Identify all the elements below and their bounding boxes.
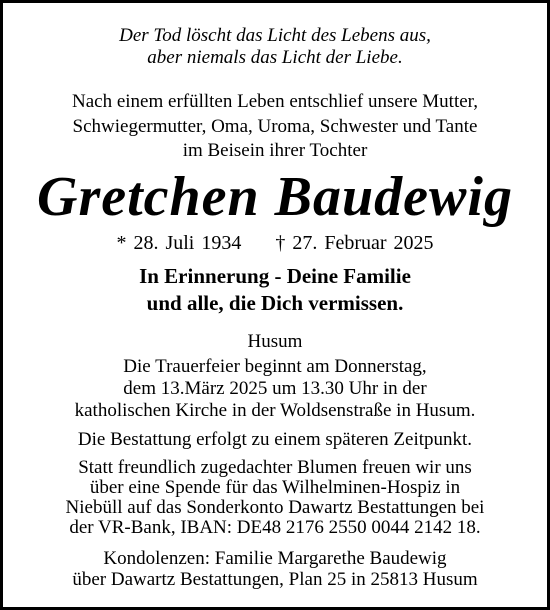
- burial-note: Die Bestattung erfolgt zu einem späteren Zeitpunkt.: [77, 429, 473, 450]
- intro-line-2: Schwiegermutter, Oma, Uroma, Schwester und Tante: [72, 116, 478, 137]
- death-date: † 27. Februar 2025: [275, 232, 434, 254]
- place-name: Husum: [247, 331, 303, 352]
- motto-line-2: aber niemals das Licht der Liebe.: [147, 47, 403, 68]
- donation-line-4: der VR-Bank, IBAN: DE48 2176 2550 0044 2142 18.: [69, 517, 481, 538]
- birth-date: * 28. Juli 1934: [116, 232, 242, 254]
- condolences-line-1: Kondolenzen: Familie Margarethe Baudewig: [103, 548, 447, 569]
- condolences-line-2: über Dawartz Bestattungen, Plan 25 in 25813 Husum: [72, 569, 478, 590]
- intro-line-3: im Beisein ihrer Tochter: [182, 140, 368, 161]
- life-dates: [3, 231, 547, 255]
- service-line-1: Die Trauerfeier beginnt am Donnerstag,: [123, 356, 427, 377]
- motto-line-1: Der Tod löscht das Licht des Lebens aus,: [119, 25, 431, 46]
- donation-line-1: Statt freundlich zugedachter Blumen freuen wir uns: [78, 457, 472, 478]
- memory-line-2: und alle, die Dich vermissen.: [146, 291, 404, 315]
- deceased-name: Gretchen Baudewig: [37, 166, 513, 228]
- service-line-3: katholischen Kirche in der Woldsenstraße in Husum.: [74, 400, 476, 421]
- donation-line-2: über eine Spende für das Wilhelminen-Hospiz in: [89, 477, 461, 498]
- intro-line-1: Nach einem erfüllten Leben entschlief unsere Mutter,: [72, 91, 478, 112]
- service-line-2: dem 13.März 2025 um 13.30 Uhr in der: [123, 378, 427, 399]
- donation-line-3: Niebüll auf das Sonderkonto Dawartz Bestattungen bei: [65, 497, 485, 518]
- memory-line-1: In Erinnerung - Deine Familie: [139, 264, 411, 288]
